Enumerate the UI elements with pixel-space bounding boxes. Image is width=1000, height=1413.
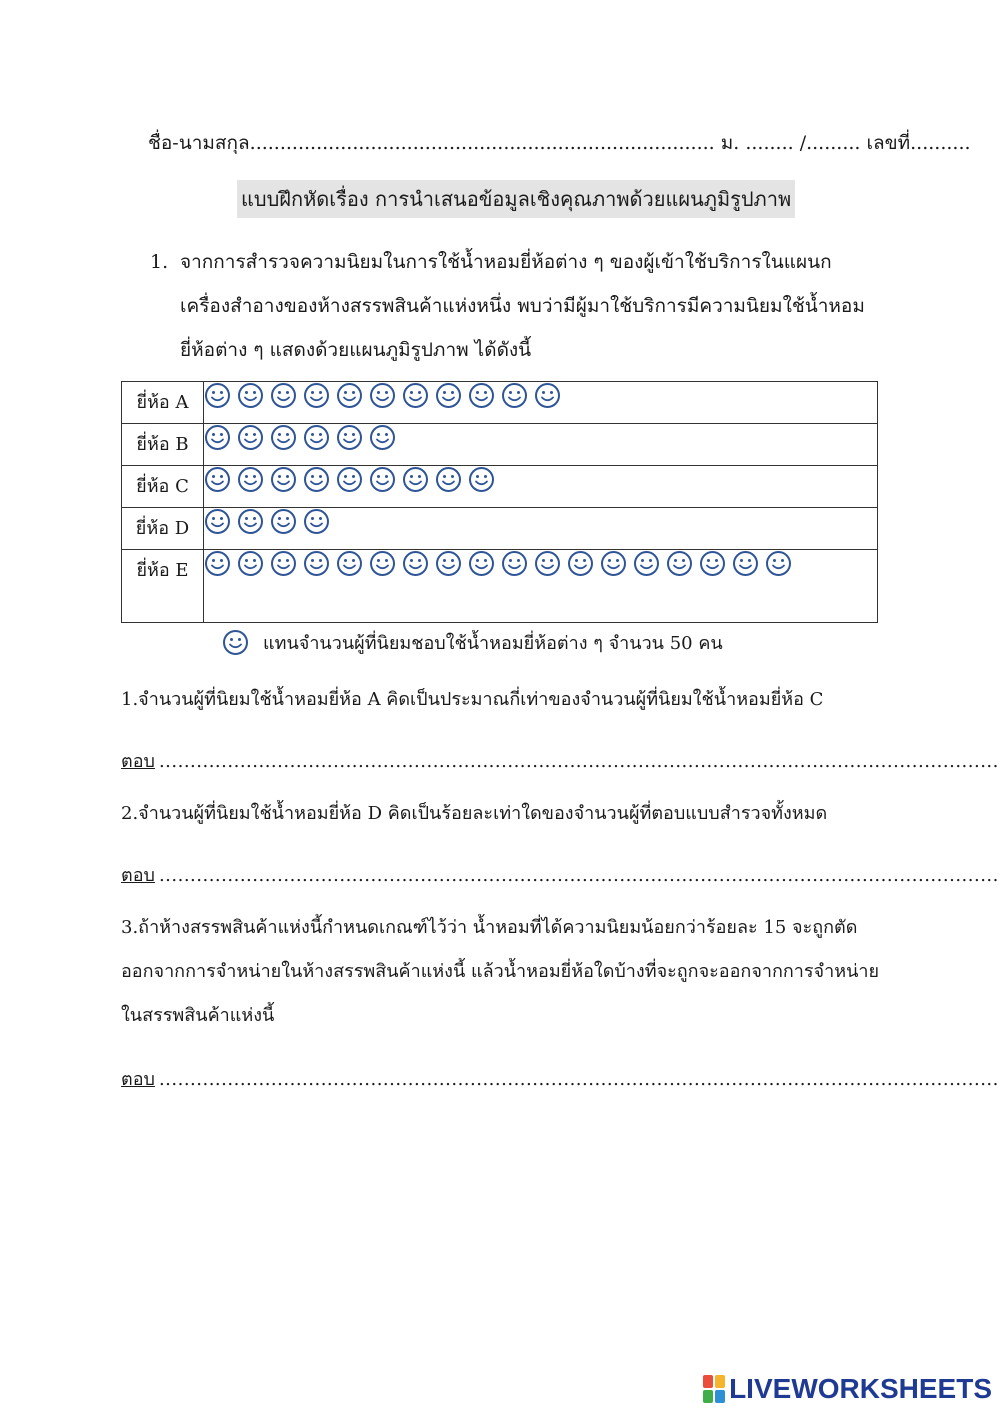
legend-text: แทนจำนวนผู้ที่นิยมชอบใช้น้ำหอมยี่ห้อต่าง ๆ จำนวน 50 คน — [263, 633, 723, 654]
answer-blank[interactable]: ....................................................................................................................................... — [158, 751, 999, 772]
smiley-face-icon — [237, 382, 264, 409]
smiley-face-icon — [534, 550, 561, 577]
smiley-face-icon — [204, 466, 231, 493]
smiley-face-icon — [303, 424, 330, 451]
brand-label: ยี่ห้อ A — [122, 382, 204, 424]
smiley-face-icon — [270, 382, 297, 409]
brand-label: ยี่ห้อ E — [122, 550, 204, 623]
smiley-face-icon — [237, 508, 264, 535]
smiley-face-icon — [369, 424, 396, 451]
smiley-face-icon — [303, 550, 330, 577]
brand-label: ยี่ห้อ D — [122, 508, 204, 550]
smiley-face-icon — [303, 382, 330, 409]
smiley-face-icon — [303, 508, 330, 535]
intro-line: จากการสำรวจความนิยมในการใช้น้ำหอมยี่ห้อต่าง ๆ ของผู้เข้าใช้บริการในแผนก — [180, 251, 832, 273]
smiley-face-icon — [222, 629, 249, 656]
icon-cell — [204, 508, 878, 550]
pictograph-row — [122, 382, 878, 424]
smiley-face-icon — [699, 550, 726, 577]
intro-number: 1. — [150, 251, 169, 273]
question-2: 2.จำนวนผู้ที่นิยมใช้น้ำหอมยี่ห้อ D คิดเป็นร้อยละเท่าใดของจำนวนผู้ที่ตอบแบบสำรวจทั้งหมด — [121, 803, 828, 824]
smiley-face-icon — [336, 550, 363, 577]
answer-label: ตอบ — [121, 751, 155, 772]
answer-line-1[interactable] — [121, 746, 999, 775]
smiley-face-icon — [369, 382, 396, 409]
smiley-face-icon — [237, 550, 264, 577]
smiley-face-icon — [600, 550, 627, 577]
answer-label: ตอบ — [121, 865, 155, 886]
half-smiley-face-icon — [765, 550, 777, 577]
answer-line-2[interactable] — [121, 860, 999, 889]
pictograph-row — [122, 424, 878, 466]
smiley-face-icon — [501, 550, 528, 577]
brand-label: ยี่ห้อ B — [122, 424, 204, 466]
smiley-face-icon — [468, 382, 495, 409]
legend — [222, 628, 723, 657]
answer-label: ตอบ — [121, 1069, 155, 1090]
logo-square — [715, 1390, 725, 1403]
smiley-face-icon — [666, 550, 693, 577]
pictograph-table — [121, 381, 878, 623]
icon-cell — [204, 550, 878, 623]
smiley-face-icon — [270, 550, 297, 577]
smiley-face-icon — [204, 382, 231, 409]
brand-label: ยี่ห้อ C — [122, 466, 204, 508]
smiley-face-icon — [633, 550, 660, 577]
logo-square — [703, 1375, 713, 1388]
half-smiley-face-icon — [534, 382, 546, 409]
smiley-face-icon — [435, 550, 462, 577]
smiley-face-icon — [303, 466, 330, 493]
logo-square — [715, 1375, 725, 1388]
smiley-face-icon — [270, 508, 297, 535]
smiley-face-icon — [402, 466, 429, 493]
smiley-face-icon — [402, 382, 429, 409]
smiley-face-icon — [204, 550, 231, 577]
smiley-face-icon — [237, 466, 264, 493]
answer-blank[interactable]: ....................................................................................................................................... — [158, 865, 999, 886]
smiley-face-icon — [204, 424, 231, 451]
smiley-face-icon — [237, 424, 264, 451]
pictograph-row — [122, 550, 878, 623]
worksheet-title: แบบฝึกหัดเรื่อง การนำเสนอข้อมูลเชิงคุณภาพด้วยแผนภูมิรูปภาพ — [237, 180, 795, 218]
smiley-face-icon — [435, 382, 462, 409]
smiley-face-icon — [468, 550, 495, 577]
icon-cell — [204, 382, 878, 424]
smiley-face-icon — [402, 550, 429, 577]
pictograph-row — [122, 466, 878, 508]
smiley-face-icon — [567, 550, 594, 577]
smiley-face-icon — [369, 550, 396, 577]
intro-line: ยี่ห้อต่าง ๆ แสดงด้วยแผนภูมิรูปภาพ ได้ดังนี้ — [180, 339, 532, 361]
logo-mark-icon — [703, 1375, 725, 1403]
question-1: 1.จำนวนผู้ที่นิยมใช้น้ำหอมยี่ห้อ A คิดเป็นประมาณกี่เท่าของจำนวนผู้ที่นิยมใช้น้ำหอมยี่ห้อ C — [121, 689, 824, 710]
half-smiley-face-icon — [468, 466, 480, 493]
smiley-face-icon — [336, 382, 363, 409]
smiley-face-icon — [336, 466, 363, 493]
smiley-face-icon — [501, 382, 528, 409]
name-line: ชื่อ-นามสกุล............................................................................. ม. ........ /......... เลขที่.......... — [148, 132, 971, 154]
smiley-face-icon — [270, 424, 297, 451]
icon-cell — [204, 424, 878, 466]
icon-cell — [204, 466, 878, 508]
answer-line-3[interactable] — [121, 1064, 999, 1093]
smiley-face-icon — [270, 466, 297, 493]
answer-blank[interactable]: ....................................................................................................................................... — [158, 1069, 999, 1090]
smiley-face-icon — [336, 424, 363, 451]
smiley-face-icon — [204, 508, 231, 535]
smiley-face-icon — [435, 466, 462, 493]
intro-line: เครื่องสำอางของห้างสรรพสินค้าแห่งหนึ่ง พบว่ามีผู้มาใช้บริการมีความนิยมใช้น้ำหอม — [180, 295, 865, 317]
liveworksheets-logo — [703, 1373, 992, 1405]
intro-paragraph — [150, 240, 880, 372]
smiley-face-icon — [732, 550, 759, 577]
smiley-face-icon — [369, 466, 396, 493]
logo-square — [703, 1390, 713, 1403]
question-3: 3.ถ้าห้างสรรพสินค้าแห่งนี้กำหนดเกณฑ์ไว้ว่า น้ำหอมที่ได้ความนิยมน้อยกว่าร้อยละ 15 จะถูกตัดออกจากการจำหน่ายในห้างสรรพสินค้าแห่งนี้ แล้วน้ำหอมยี่ห้อใดบ้างที่จะถูกจะออกจากการจำหน่ายในสรรพสินค้าแห่งนี้ — [121, 917, 880, 1026]
pictograph-row — [122, 508, 878, 550]
logo-text: LIVEWORKSHEETS — [729, 1373, 992, 1404]
